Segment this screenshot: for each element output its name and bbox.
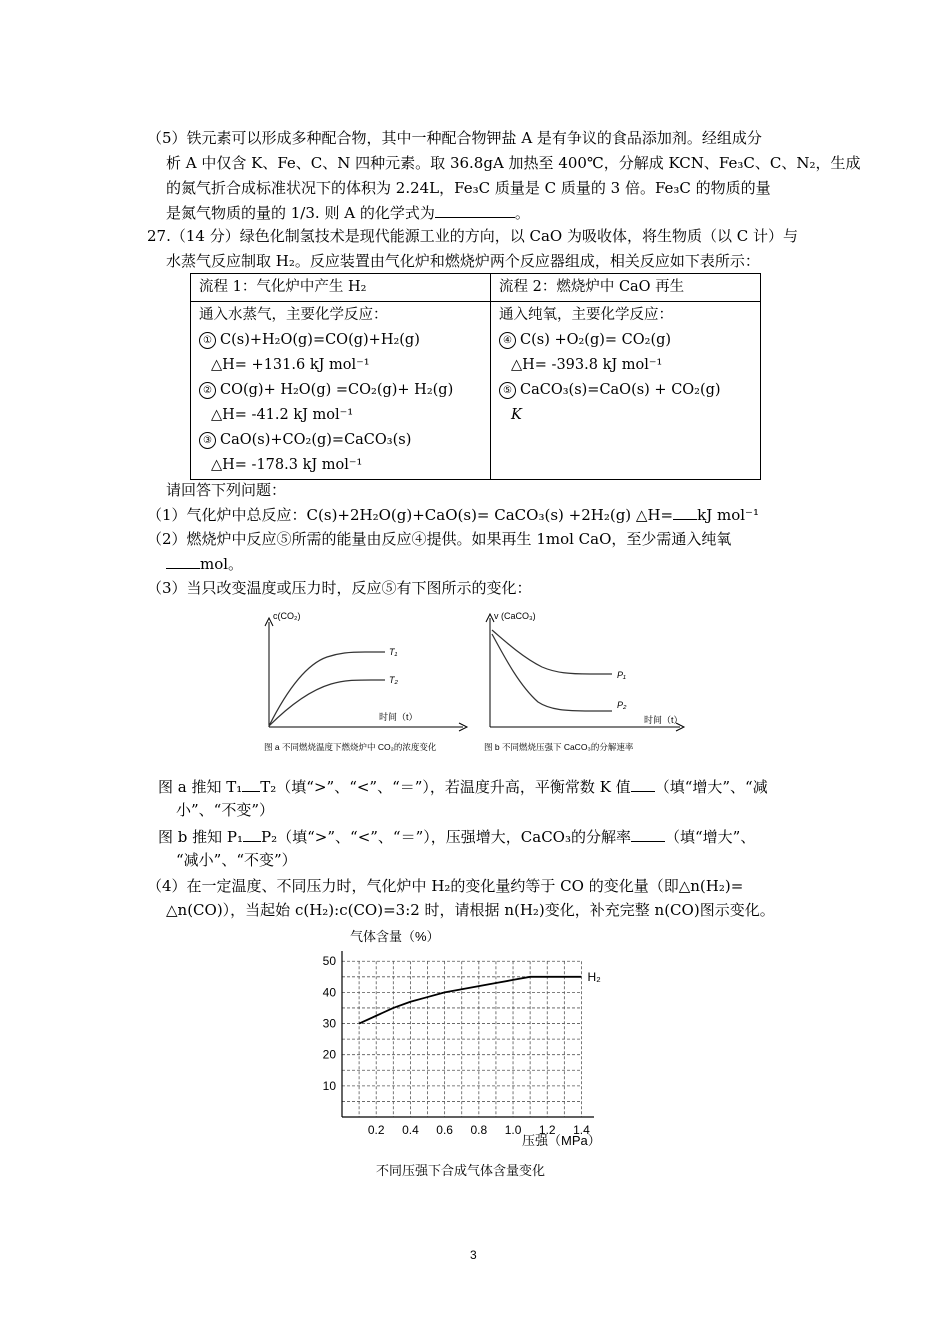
q3a-text-3: （填“增大”、“减 bbox=[654, 778, 768, 796]
reaction-intro-2: 通入纯氧，主要化学反应： bbox=[499, 307, 673, 323]
q3a-text-2: T₂（填“>”、“<”、“＝”），若温度升高，平衡常数 K 值 bbox=[260, 778, 631, 796]
q3b-text-2: P₂（填“>”、“<”、“＝”），压强增大，CaCO₃的分解率 bbox=[261, 828, 631, 846]
q3b-text-1: 图 b 推知 P₁ bbox=[158, 828, 244, 846]
question-2-unit: mol。 bbox=[200, 555, 244, 573]
question-3-b-line-1 bbox=[158, 824, 755, 849]
q5-line-3: 的氮气折合成标准状况下的体积为 2.24L，Fe₃C 质量是 C 质量的 3 倍。Fe₃C 的物质的量 bbox=[166, 179, 771, 197]
question-2-line-2 bbox=[166, 551, 243, 576]
y-tick-label: 30 bbox=[322, 1016, 336, 1031]
question-1-unit: kJ mol⁻¹ bbox=[697, 506, 759, 524]
question-1-text: （1）气化炉中总反应：C(s)+2H₂O(g)+CaO(s)= CaCO₃(s) +2H₂(g) △H= bbox=[147, 506, 674, 524]
chart-series bbox=[359, 970, 601, 1024]
table-cell-process-2 bbox=[491, 302, 761, 480]
answer-blank-p-compare[interactable] bbox=[243, 824, 261, 842]
answer-blank-decomposition[interactable] bbox=[631, 824, 665, 842]
reaction-3-enthalpy: △H= -178.3 kJ mol⁻¹ bbox=[211, 457, 363, 473]
x-tick-label: 1.2 bbox=[538, 1123, 556, 1137]
chart-xlabel: 压强（MPa） bbox=[522, 1133, 601, 1148]
chart-caption: 不同压强下合成气体含量变化 bbox=[376, 1163, 546, 1178]
y-tick-label: 10 bbox=[322, 1078, 336, 1093]
reaction-4 bbox=[499, 328, 752, 353]
y-tick-label: 20 bbox=[322, 1047, 336, 1062]
fig-a-series-t2: T₂ bbox=[389, 675, 398, 685]
q5-line-4-end: 。 bbox=[514, 204, 530, 222]
table-cell-process-1 bbox=[191, 302, 491, 480]
q27-line-2: 水蒸气反应制取 H₂。反应装置由气化炉和燃烧炉两个反应器组成，相关反应如下表所示： bbox=[166, 252, 760, 270]
chart-axes bbox=[342, 951, 594, 1117]
gas-content-chart bbox=[310, 925, 630, 1190]
x-tick-label: 0.4 bbox=[402, 1123, 419, 1137]
reaction-intro-1: 通入水蒸气，主要化学反应： bbox=[199, 307, 388, 323]
fig-a-xlabel: 时间（t） bbox=[379, 712, 418, 722]
fig-b-caption: 图 b 不同燃烧压强下 CaCO₃的分解速率 bbox=[484, 742, 634, 752]
figure-b bbox=[480, 600, 705, 760]
x-tick-label: 0.2 bbox=[367, 1123, 385, 1137]
question-3-a-line-1 bbox=[158, 774, 768, 799]
reaction-4-enthalpy: △H= -393.8 kJ mol⁻¹ bbox=[511, 357, 663, 373]
y-tick-label: 40 bbox=[322, 985, 336, 1000]
reaction-1-enthalpy: △H= +131.6 kJ mol⁻¹ bbox=[211, 357, 370, 373]
question-2-line-1: （2）燃烧炉中反应⑤所需的能量由反应④提供。如果再生 1mol CaO，至少需通入纯氧 bbox=[147, 530, 732, 548]
fig-b-series-p1: P₁ bbox=[617, 670, 626, 680]
reaction-2 bbox=[199, 378, 482, 403]
q5-line-1: （5）铁元素可以形成多种配合物，其中一种配合物钾盐 A 是有争议的食品添加剂。经组成分 bbox=[147, 129, 762, 147]
fig-b-xlabel: 时间（t） bbox=[644, 715, 683, 725]
reaction-5-constant: K bbox=[511, 407, 522, 423]
x-tick-label: 1.0 bbox=[504, 1123, 522, 1137]
q27-line-1: 27.（14 分）绿色化制氢技术是现代能源工业的方向，以 CaO 为吸收体，将生物质（以 C 计）与 bbox=[147, 227, 798, 245]
question-3: （3）当只改变温度或压力时，反应⑤有下图所示的变化： bbox=[147, 579, 532, 597]
q5-line-4-text: 是氮气物质的量的 1/3. 则 A 的化学式为 bbox=[166, 204, 435, 222]
chart-ylabel: 气体含量（%） bbox=[350, 929, 440, 944]
answer-blank-oxygen[interactable] bbox=[166, 551, 200, 569]
q5-line-4 bbox=[166, 200, 530, 225]
questions-intro: 请回答下列问题： bbox=[166, 481, 287, 499]
reaction-table bbox=[190, 273, 761, 480]
q3b-text-3: （填“增大”、 bbox=[664, 828, 756, 846]
reaction-1-equation: C(s)+H₂O(g)=CO(g)+H₂(g) bbox=[220, 332, 420, 348]
table-header-process-1: 流程 1：气化炉中产生 H₂ bbox=[191, 274, 491, 302]
reaction-3 bbox=[199, 428, 482, 453]
reaction-2-equation: CO(g)+ H₂O(g) =CO₂(g)+ H₂(g) bbox=[220, 382, 454, 398]
series-line-h2 bbox=[359, 977, 581, 1024]
question-4-line-2: △n(CO)），当起始 c(H₂):c(CO)=3:2 时，请根据 n(H₂)变化，补充完整 n(CO)图示变化。 bbox=[166, 901, 775, 919]
answer-blank-t-compare[interactable] bbox=[242, 774, 260, 792]
circled-number: ① bbox=[199, 332, 216, 349]
reaction-5 bbox=[499, 378, 752, 403]
circled-number: ② bbox=[199, 382, 216, 399]
answer-blank-formula[interactable] bbox=[435, 200, 515, 218]
reaction-5-equation: CaCO₃(s)=CaO(s) + CO₂(g) bbox=[520, 382, 721, 398]
fig-a-caption: 图 a 不同燃烧温度下燃烧炉中 CO₂的浓度变化 bbox=[264, 742, 437, 752]
series-label-h2: H₂ bbox=[587, 969, 601, 984]
page-number: 3 bbox=[470, 1248, 477, 1262]
x-tick-label: 1.4 bbox=[573, 1123, 590, 1137]
answer-blank-enthalpy[interactable] bbox=[673, 502, 697, 520]
fig-b-series-p2: P₂ bbox=[617, 700, 627, 710]
x-tick-label: 0.8 bbox=[470, 1123, 488, 1137]
circled-number: ③ bbox=[199, 432, 216, 449]
fig-a-ylabel: c(CO₂) bbox=[273, 611, 301, 621]
question-3-a-line-2: 小”、“不变”） bbox=[176, 801, 275, 819]
x-tick-label: 0.6 bbox=[436, 1123, 453, 1137]
question-3-b-line-2: “减小”、“不变”） bbox=[176, 851, 297, 869]
answer-blank-k-change[interactable] bbox=[631, 774, 655, 792]
fig-a-series-t1: T₁ bbox=[389, 647, 398, 657]
reaction-3-equation: CaO(s)+CO₂(g)=CaCO₃(s) bbox=[220, 432, 412, 448]
q3a-text-1: 图 a 推知 T₁ bbox=[158, 778, 243, 796]
q5-line-2: 析 A 中仅含 K、Fe、C、N 四种元素。取 36.8gA 加热至 400℃，分解成 KCN、Fe₃C、C、N₂，生成 bbox=[166, 154, 861, 172]
circled-number: ④ bbox=[499, 332, 516, 349]
question-1 bbox=[147, 502, 759, 527]
chart-grid bbox=[342, 961, 581, 1117]
question-4-line-1: （4）在一定温度、不同压力时，气化炉中 H₂的变化量约等于 CO 的变化量（即△n(H₂)= bbox=[147, 877, 744, 895]
fig-b-ylabel: v (CaCO₃) bbox=[494, 611, 536, 621]
table-header-process-2: 流程 2：燃烧炉中 CaO 再生 bbox=[491, 274, 761, 302]
chart-ticks bbox=[323, 954, 590, 1137]
figure-a bbox=[255, 600, 490, 760]
reaction-2-enthalpy: △H= -41.2 kJ mol⁻¹ bbox=[211, 407, 354, 423]
circled-number: ⑤ bbox=[499, 382, 516, 399]
reaction-1 bbox=[199, 328, 482, 353]
y-tick-label: 50 bbox=[322, 954, 336, 969]
reaction-4-equation: C(s) +O₂(g)= CO₂(g) bbox=[520, 332, 672, 348]
